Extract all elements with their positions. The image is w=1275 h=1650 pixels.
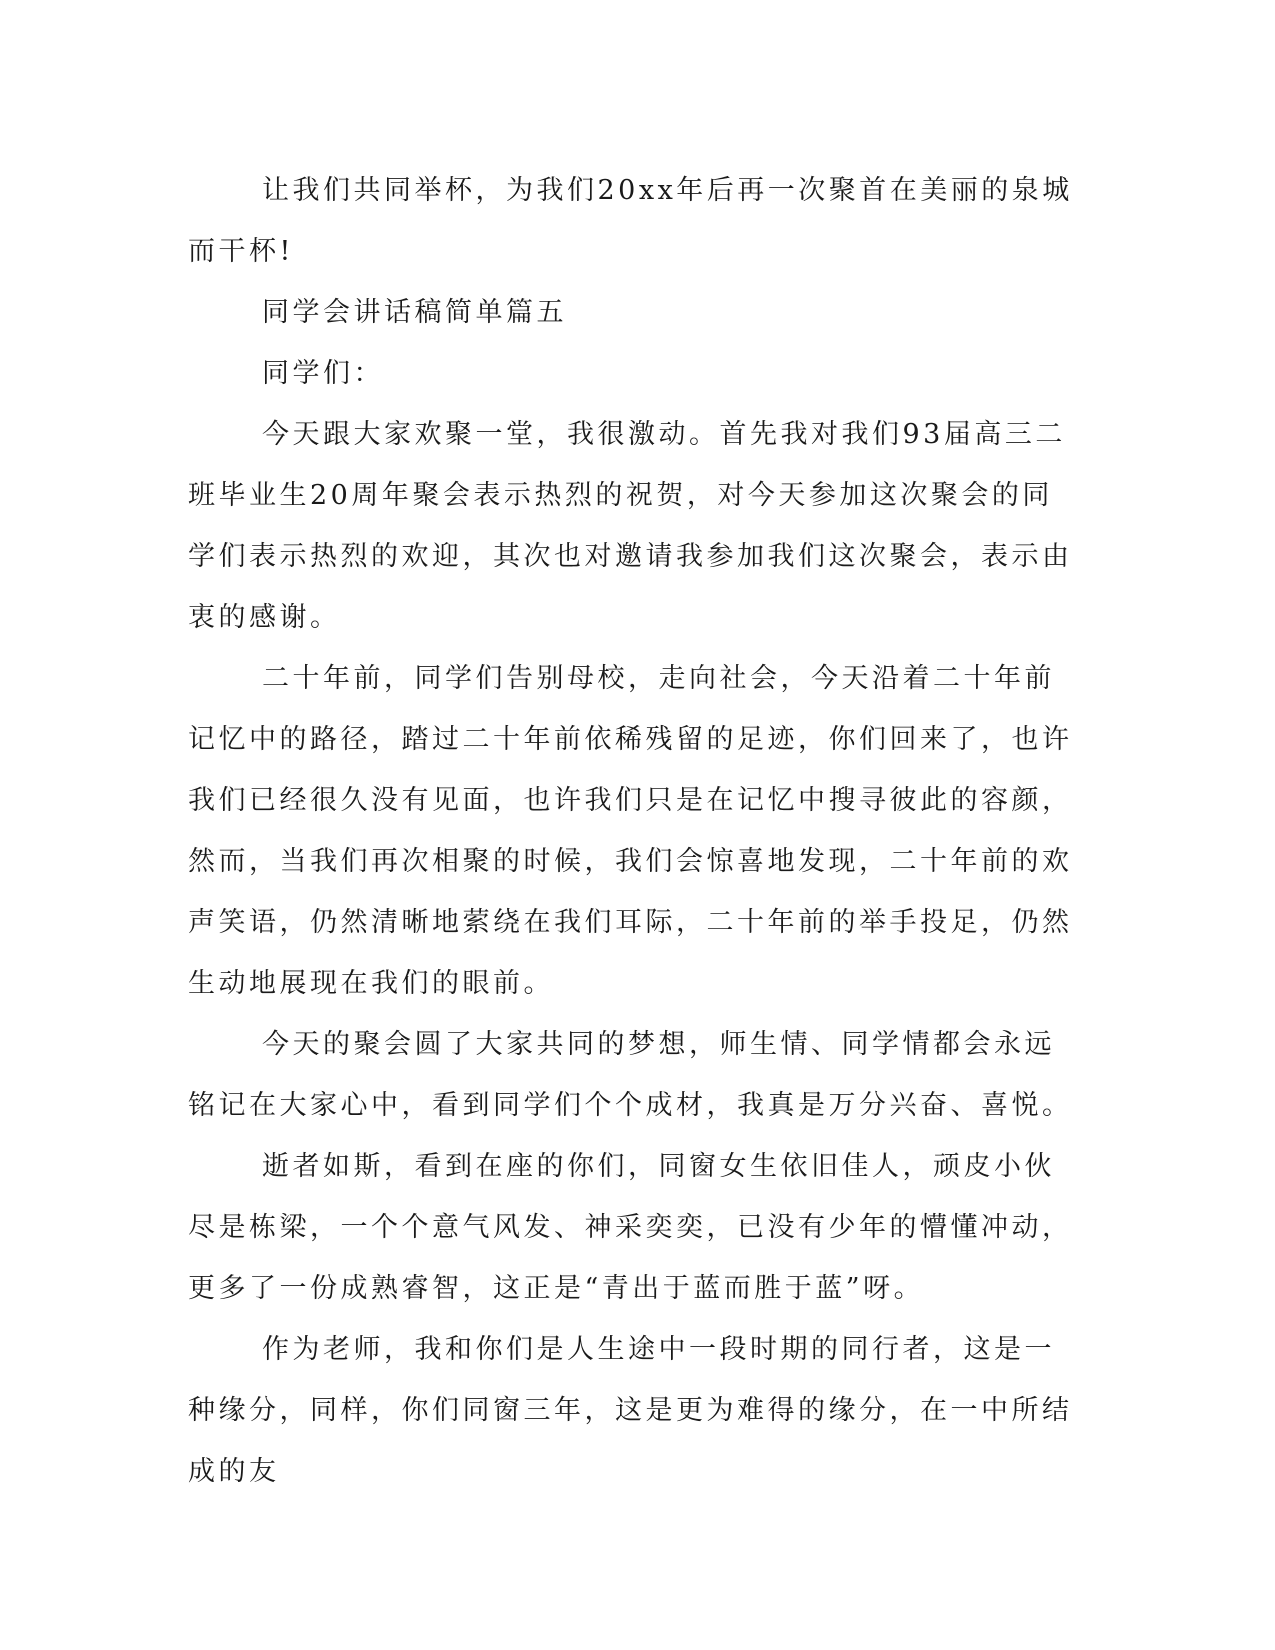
paragraph-toast: 让我们共同举杯，为我们20xx年后再一次聚首在美丽的泉城而干杯!: [188, 175, 1073, 267]
document-body: [188, 160, 1078, 1502]
paragraph-greeting: 今天跟大家欢聚一堂，我很激动。首先我对我们93届高三二班毕业生20周年聚会表示热烈的祝贺，对今天参加这次聚会的同学们表示热烈的欢迎，其次也对邀请我参加我们这次聚会，表示由衷的感谢。: [188, 419, 1073, 633]
paragraph-dream: 今天的聚会圆了大家共同的梦想，师生情、同学情都会永远铭记在大家心中，看到同学们个个成材，我真是万分兴奋、喜悦。: [188, 1029, 1073, 1121]
paragraph-twenty-years: 二十年前，同学们告别母校，走向社会，今天沿着二十年前记忆中的路径，踏过二十年前依稀残留的足迹，你们回来了，也许我们已经很久没有见面，也许我们只是在记忆中搜寻彼此的容颜，然而，当我们再次相聚的时候，我们会惊喜地发现，二十年前的欢声笑语，仍然清晰地萦绕在我们耳际，二十年前的举手投足，仍然生动地展现在我们的眼前。: [188, 663, 1073, 999]
salutation: 同学们：: [262, 358, 384, 389]
paragraph-time-passes: 逝者如斯，看到在座的你们，同窗女生依旧佳人，顽皮小伙尽是栋梁，一个个意气风发、神采奕奕，已没有少年的懵懂冲动，更多了一份成熟睿智，这正是“青出于蓝而胜于蓝”呀。: [188, 1151, 1073, 1304]
paragraph-teacher: 作为老师，我和你们是人生途中一段时期的同行者，这是一种缘分，同样，你们同窗三年，这是更为难得的缘分，在一中所结成的友: [188, 1334, 1073, 1487]
section-heading: 同学会讲话稿简单篇五: [262, 297, 567, 328]
